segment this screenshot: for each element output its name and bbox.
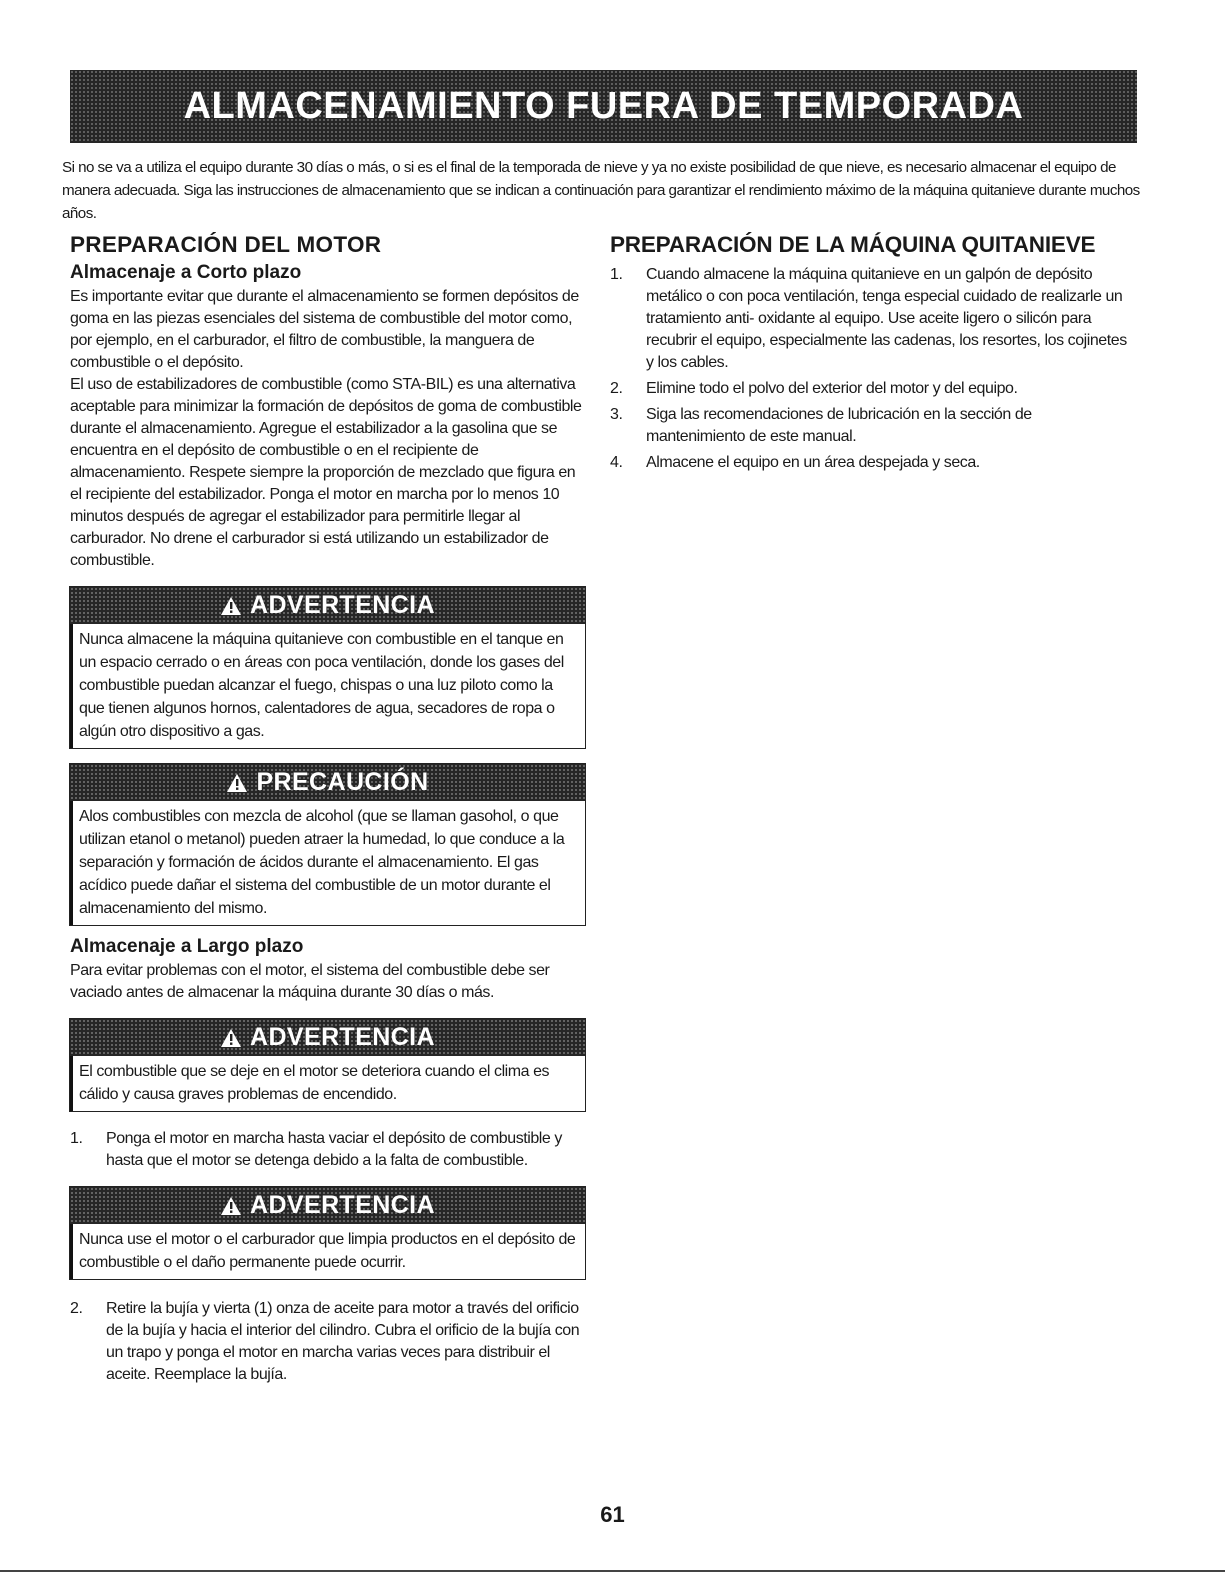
snowthrower-prep-list (610, 264, 1130, 474)
page-banner (70, 70, 1137, 143)
list-item-text: Almacene el equipo en un área despejada y seca. (646, 454, 980, 471)
list-item-number: 1. (70, 1130, 83, 1147)
long-term-steps-1 (70, 1128, 590, 1172)
list-item-number: 4. (610, 454, 623, 471)
bottom-rule (0, 1570, 1225, 1572)
list-item (70, 1298, 590, 1386)
warning-header (70, 587, 585, 624)
warning-box-cleaners (69, 1186, 586, 1280)
list-item-text: Siga las recomendaciones de lubricación en la sección de mantenimiento de este manual. (646, 406, 1032, 445)
warning-triangle-icon (220, 1196, 242, 1216)
long-term-heading: Almacenaje a Largo plazo (70, 936, 304, 957)
left-column (70, 232, 590, 1386)
warning-header (70, 1019, 585, 1056)
short-term-paragraph-1: Es importante evitar que durante el almacenamiento se formen depósitos de goma en las piezas esenciales del sistema de combustible del motor como, por ejemplo, en el carburador, el filtro de combustible, la manguera de combustible o el depósito. (70, 288, 579, 371)
page-number: 61 (600, 1502, 625, 1527)
warning-label: ADVERTENCIA (250, 1023, 435, 1051)
list-item-number: 2. (70, 1300, 83, 1317)
warning-text: El combustible que se deje en el motor se deteriora cuando el clima es cálido y causa graves problemas de encendido. (70, 1056, 585, 1111)
warning-box-storage (69, 586, 586, 749)
caution-header (70, 764, 585, 801)
page-title: ALMACENAMIENTO FUERA DE TEMPORADA (183, 85, 1024, 127)
long-term-paragraph: Para evitar problemas con el motor, el sistema del combustible debe ser vaciado antes de almacenar la máquina durante 30 días o más. (70, 962, 550, 1001)
warning-triangle-icon (220, 1028, 242, 1048)
warning-triangle-icon (220, 596, 242, 616)
intro-paragraph: Si no se va a utiliza el equipo durante 30 días o más, o si es el final de la temporada de nieve y ya no existe posibilidad de que nieve, es necesario almacenar el equipo de manera adecuada. Siga las instrucciones de almacenamiento que se indican a continuación para garantizar el rendimiento máximo de la máquina quitanieve durante muchos años. (62, 159, 1140, 222)
list-item-text: Cuando almacene la máquina quitanieve en un galpón de depósito metálico o con poca ventilación, tenga especial cuidado de realizarle un tratamiento anti- oxidante al equipo. Use aceite ligero o silicón para recubrir el equipo, especialmente las cadenas, los resortes, los cojinetes y los cables. (646, 266, 1127, 371)
snowthrower-prep-heading: PREPARACIÓN DE LA MÁQUINA QUITANIEVE (610, 232, 1096, 257)
list-item-text: Ponga el motor en marcha hasta vaciar el depósito de combustible y hasta que el motor se detenga debido a la falta de combustible. (106, 1130, 562, 1169)
warning-box-fuel-deterioration (69, 1018, 586, 1112)
right-column (610, 232, 1130, 474)
list-item-text: Elimine todo el polvo del exterior del motor y del equipo. (646, 380, 1018, 397)
list-item (610, 404, 1130, 448)
warning-text: Nunca use el motor o el carburador que limpia productos en el depósito de combustible o el daño permanente puede ocurrir. (70, 1224, 585, 1279)
list-item (610, 378, 1130, 400)
list-item-number: 3. (610, 406, 623, 423)
caution-label: PRECAUCIÓN (256, 768, 429, 796)
list-item-text: Retire la bujía y vierta (1) onza de aceite para motor a través del orificio de la bujía y hacia el interior del cilindro. Cubra el orificio de la bujía con un trapo y ponga el motor en marcha varias veces para distribuir el aceite. Reemplace la bujía. (106, 1300, 580, 1383)
warning-text: Nunca almacene la máquina quitanieve con combustible en el tanque en un espacio cerrado o en áreas con poca ventilación, donde los gases del combustible puedan alcanzar el fuego, chispas o una luz piloto como la que tienen algunos hornos, calentadores de agua, secadores de ropa o algún otro dispositivo a gas. (70, 624, 585, 748)
list-item (70, 1128, 590, 1172)
caution-text: Alos combustibles con mezcla de alcohol (que se llaman gasohol, o que utilizan etanol o metanol) pueden atraer la humedad, lo que conduce a la separación y formación de ácidos durante el almacenamiento. El gas acídico puede dañar el sistema del combustible de un motor durante el almacenamiento del mismo. (70, 801, 585, 925)
list-item (610, 264, 1130, 374)
list-item-number: 1. (610, 266, 623, 283)
list-item (610, 452, 1130, 474)
list-item-number: 2. (610, 380, 623, 397)
engine-prep-heading: PREPARACIÓN DEL MOTOR (70, 232, 382, 257)
warning-label: ADVERTENCIA (250, 591, 435, 619)
warning-header (70, 1187, 585, 1224)
short-term-paragraph-2: El uso de estabilizadores de combustible (como STA-BIL) es una alternativa aceptable para minimizar la formación de depósitos de goma de combustible durante el almacenamiento. Agregue el estabilizador a la gasolina que se encuentra en el depósito de combustible o en el recipiente de almacenamiento. Respete siempre la proporción de mezclado que figura en el recipiente del estabilizador. Ponga el motor en marcha por lo menos 10 minutos después de agregar el estabilizador para permitirle llegar al carburador. No drene el carburador si está utilizando un estabilizador de combustible. (70, 376, 582, 569)
warning-triangle-icon (226, 773, 248, 793)
short-term-heading: Almacenaje a Corto plazo (70, 262, 302, 283)
long-term-steps-2 (70, 1298, 590, 1386)
caution-box-alcohol-fuel (69, 763, 586, 926)
warning-label: ADVERTENCIA (250, 1191, 435, 1219)
